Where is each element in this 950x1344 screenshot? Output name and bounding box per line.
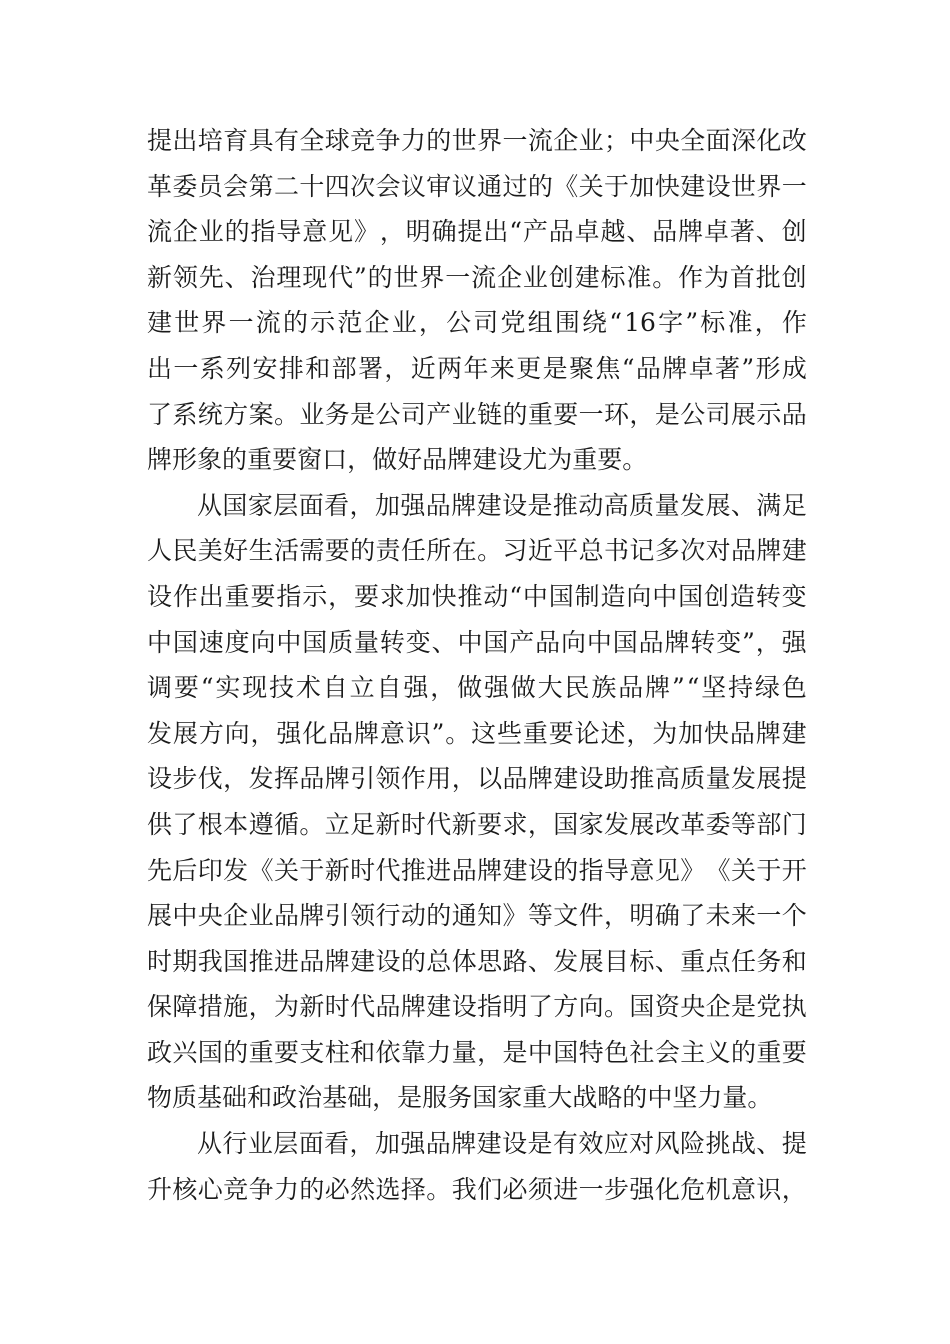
- text-line: 物 质 基 础 和 政 治 基 础 ， 是 服 务 国 家 重 大 战 略 的 中 坚 力 量 。: [147, 1083, 773, 1113]
- text-line: 时 期 我 国 推 进 品 牌 建 设 的 总 体 思 路 、 发 展 目 标 、 重 点 任 务 和: [147, 946, 807, 976]
- text-line: 政 兴 国 的 重 要 支 柱 和 依 靠 力 量 ， 是 中 国 特 色 社 会 主 义 的 重 要: [147, 1037, 807, 1067]
- text-line: 保 障 措 施 ， 为 新 时 代 品 牌 建 设 指 明 了 方 向 。 国 资 央 企 是 党 执: [147, 992, 807, 1022]
- text-line: 中 国 速 度 向 中 国 质 量 转 变 、 中 国 产 品 向 中 国 品 牌 转 变 ” ， 强: [147, 627, 807, 657]
- text-line: 调 要 “ 实 现 技 术 自 立 自 强 ， 做 强 做 大 民 族 品 牌 ” “ 坚 持 绿 色: [147, 673, 807, 703]
- text-line: 从 国 家 层 面 看 ， 加 强 品 牌 建 设 是 推 动 高 质 量 发 展 、 满 足: [197, 490, 807, 520]
- text-line: 提 出 培 育 具 有 全 球 竞 争 力 的 世 界 一 流 企 业 ； 中 央 全 面 深 化 改: [147, 126, 807, 155]
- text-line: 从 行 业 层 面 看 ， 加 强 品 牌 建 设 是 有 效 应 对 风 险 挑 战 、 提: [197, 1129, 807, 1159]
- text-line: 升 核 心 竞 争 力 的 必 然 选 择 。 我 们 必 须 进 一 步 强 化 危 机 意 识 ，: [147, 1174, 807, 1204]
- text-line: 出 一 系 列 安 排 和 部 署 ， 近 两 年 来 更 是 聚 焦 “ 品 牌 卓 著 ” 形 成: [147, 353, 807, 383]
- text-line: 建 世 界 一 流 的 示 范 企 业 ， 公 司 党 组 围 绕 “ 16 字 ” 标 准 ， 作: [147, 308, 807, 338]
- body-text: [147, 118, 807, 1212]
- text-line: 设 作 出 重 要 指 示 ， 要 求 加 快 推 动 “ 中 国 制 造 向 中 国 创 造 转 变: [147, 581, 807, 611]
- text-line: 展 中 央 企 业 品 牌 引 领 行 动 的 通 知 》 等 文 件 ， 明 确 了 未 来 一 个: [147, 901, 807, 931]
- text-line: 了 系 统 方 案 。 业 务 是 公 司 产 业 链 的 重 要 一 环 ， 是 公 司 展 示 品: [147, 399, 807, 429]
- text-line: 新 领 先 、 治 理 现 代 ” 的 世 界 一 流 企 业 创 建 标 准 。 作 为 首 批 创: [147, 262, 807, 292]
- text-line: 革 委 员 会 第 二 十 四 次 会 议 审 议 通 过 的 《 关 于 加 快 建 设 世 界 一: [147, 171, 807, 201]
- text-line: 设 步 伐 ， 发 挥 品 牌 引 领 作 用 ， 以 品 牌 建 设 助 推 高 质 量 发 展 提: [147, 764, 807, 794]
- text-line: 发 展 方 向 ， 强 化 品 牌 意 识 ” 。 这 些 重 要 论 述 ， 为 加 快 品 牌 建: [147, 718, 807, 748]
- text-line: 供 了 根 本 遵 循 。 立 足 新 时 代 新 要 求 ， 国 家 发 展 改 革 委 等 部 门: [147, 809, 807, 839]
- text-line: 先 后 印 发 《 关 于 新 时 代 推 进 品 牌 建 设 的 指 导 意 见 》 《 关 于 开: [147, 855, 807, 885]
- text-line: 人 民 美 好 生 活 需 要 的 责 任 所 在 。 习 近 平 总 书 记 多 次 对 品 牌 建: [147, 536, 807, 566]
- text-line: 牌 形 象 的 重 要 窗 口 ， 做 好 品 牌 建 设 尤 为 重 要 。: [147, 445, 648, 475]
- text-line: 流 企 业 的 指 导 意 见 》 ， 明 确 提 出 “ 产 品 卓 越 、 品 牌 卓 著 、 创: [147, 217, 807, 247]
